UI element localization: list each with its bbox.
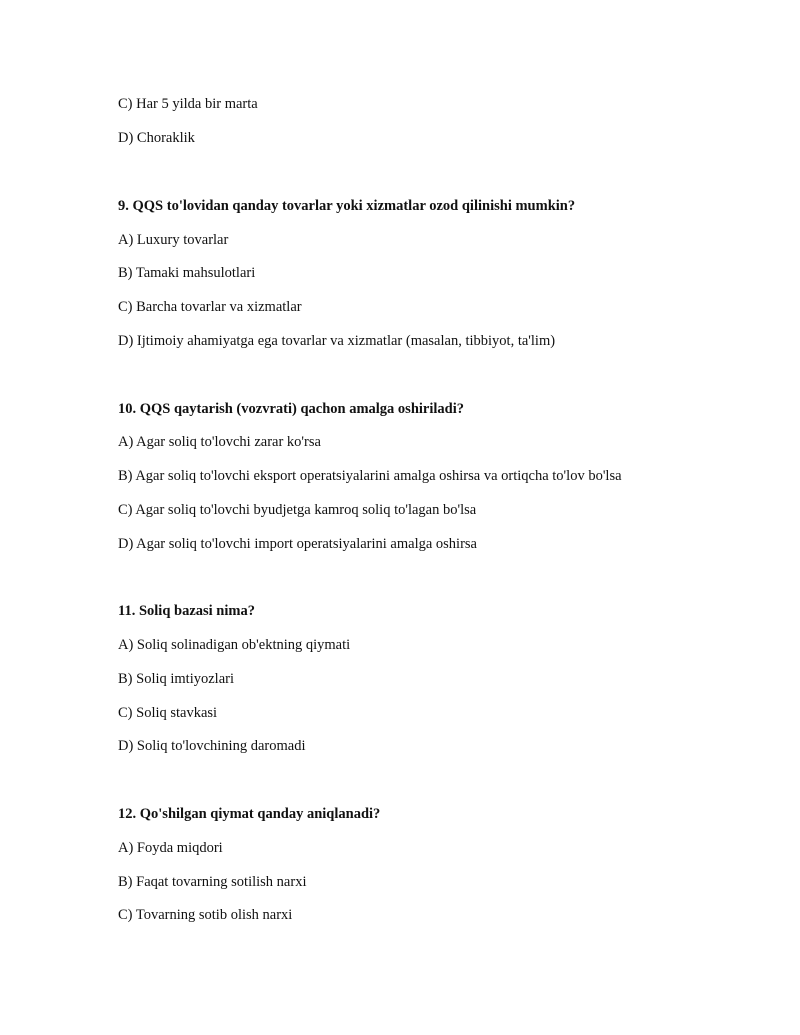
option-a: A) Luxury tovarlar [118,232,229,248]
option-a: A) Foyda miqdori [118,840,223,856]
option-b: B) Faqat tovarning sotilish narxi [118,874,307,890]
question-12: 12. Qo'shilgan qiymat qanday aniqlanadi? [118,806,381,822]
option-c: C) Soliq stavkasi [118,705,218,721]
option-c: C) Har 5 yilda bir marta [118,96,258,112]
option-b: B) Agar soliq to'lovchi eksport operatsiyalarini amalga oshirsa va ortiqcha to'lov bo'lsa [118,468,622,484]
option-c: C) Agar soliq to'lovchi byudjetga kamroq soliq to'lagan bo'lsa [118,502,477,518]
option-d: D) Choraklik [118,130,195,146]
option-d: D) Agar soliq to'lovchi import operatsiyalarini amalga oshirsa [118,536,477,552]
option-b: B) Soliq imtiyozlari [118,671,234,687]
option-a: A) Agar soliq to'lovchi zarar ko'rsa [118,434,321,450]
option-c: C) Tovarning sotib olish narxi [118,907,293,923]
option-c: C) Barcha tovarlar va xizmatlar [118,299,302,315]
option-b: B) Tamaki mahsulotlari [118,265,256,281]
question-11: 11. Soliq bazasi nima? [118,603,255,619]
option-d: D) Soliq to'lovchining daromadi [118,738,306,754]
option-d: D) Ijtimoiy ahamiyatga ega tovarlar va xizmatlar (masalan, tibbiyot, ta'lim) [118,333,556,349]
option-a: A) Soliq solinadigan ob'ektning qiymati [118,637,351,653]
question-9: 9. QQS to'lovidan qanday tovarlar yoki xizmatlar ozod qilinishi mumkin? [118,198,576,214]
question-10: 10. QQS qaytarish (vozvrati) qachon amalga oshiriladi? [118,401,465,417]
